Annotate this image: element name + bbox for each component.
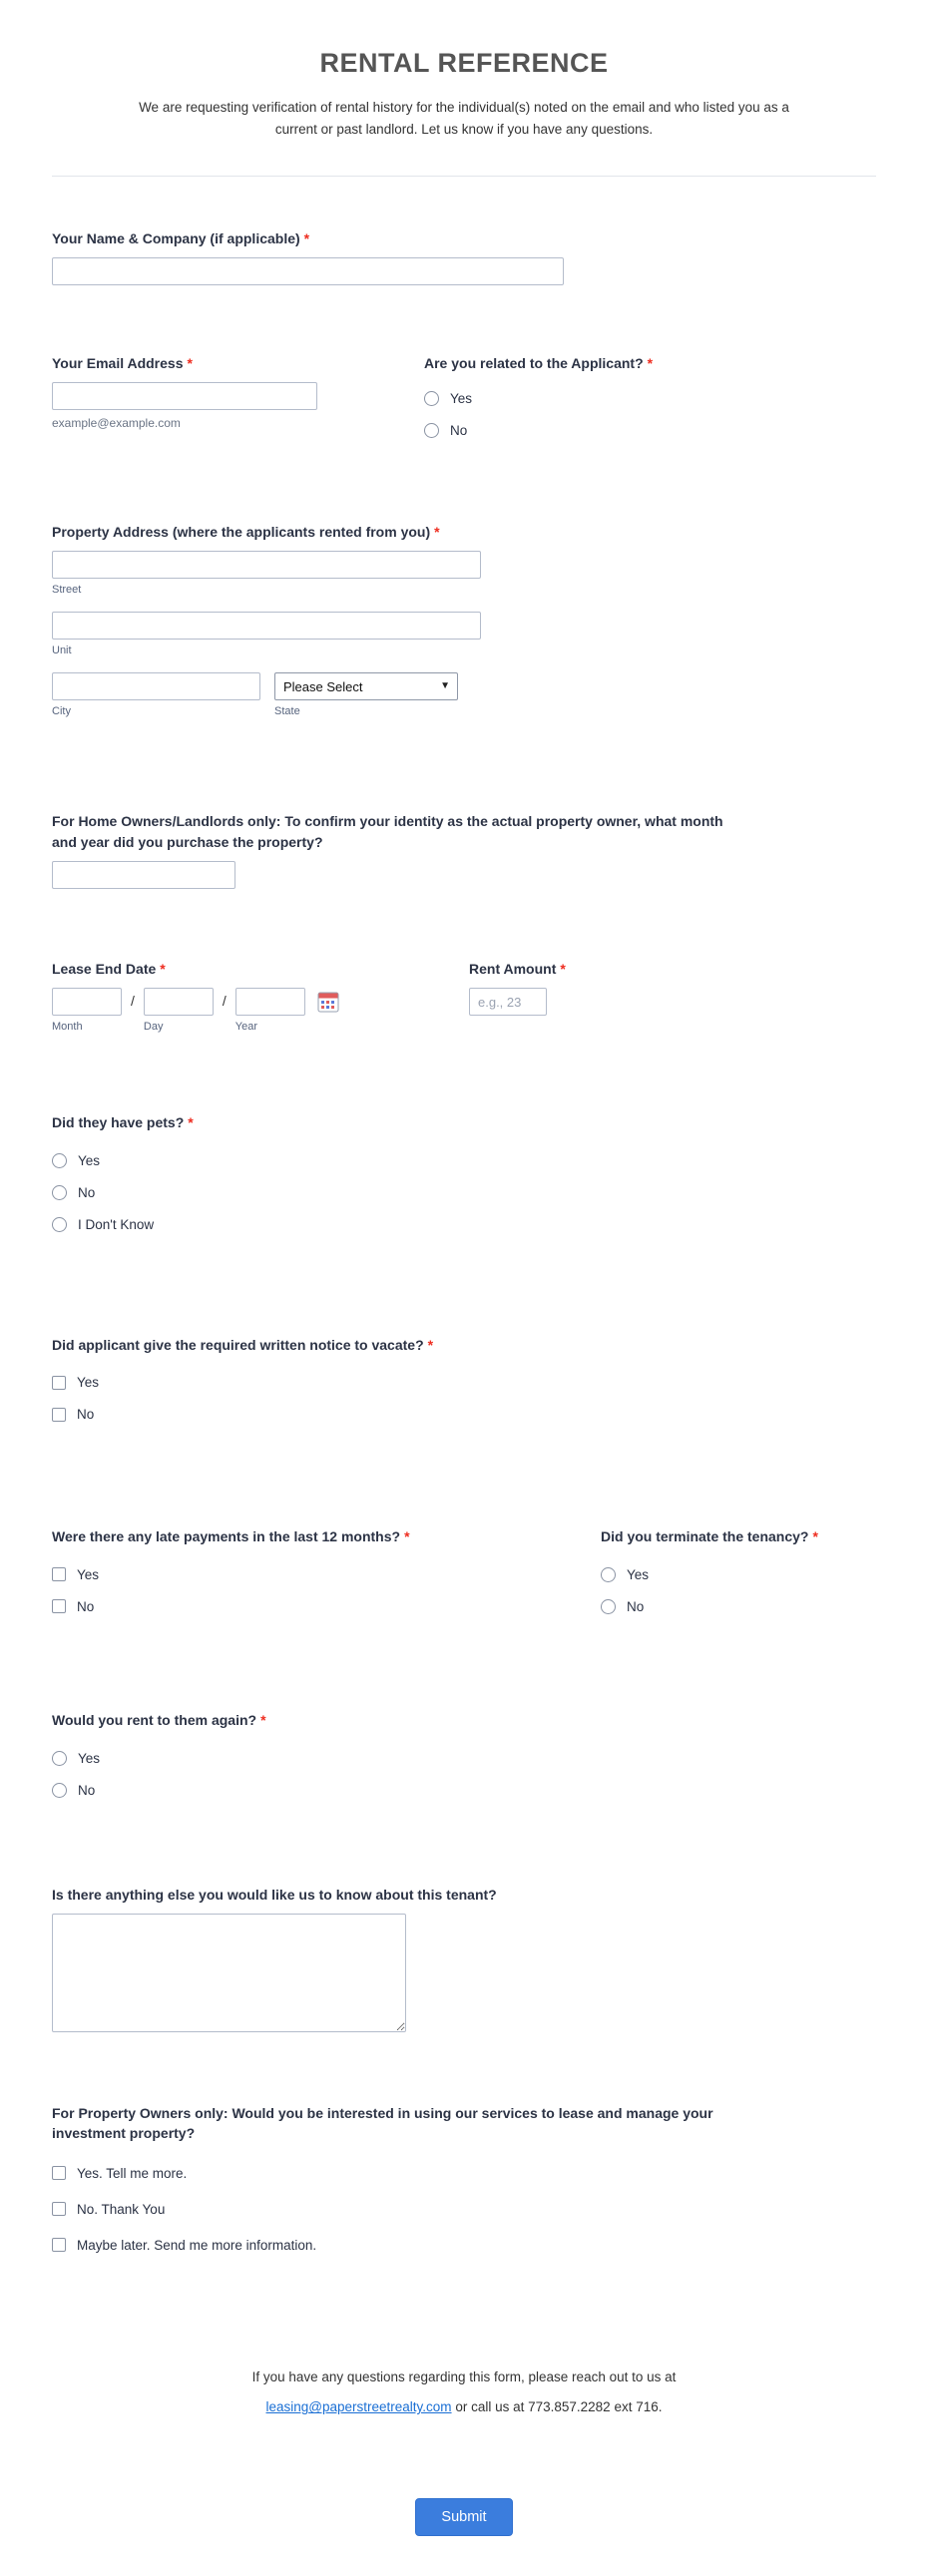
related-option-yes[interactable] (424, 382, 876, 414)
purchase-input[interactable] (52, 861, 235, 889)
late-payments-label (52, 1526, 601, 1546)
footer-line-2 (52, 2392, 876, 2422)
terminate-option-no[interactable] (601, 1590, 876, 1622)
footer-note (52, 2362, 876, 2422)
option-label: I Don't Know (78, 1217, 155, 1233)
pets-option-dont-know[interactable] (52, 1209, 876, 1241)
name-company-label-text: Your Name & Company (if applicable) (52, 229, 300, 246)
late-payments-label-text: Were there any late payments in the last 12 months? (52, 1527, 401, 1544)
lease-end-label-text: Lease End Date (52, 961, 157, 978)
related-field-block (424, 353, 876, 446)
option-label: Yes (627, 1566, 650, 1582)
name-company-label (52, 228, 876, 248)
lease-end-block (52, 959, 469, 1033)
required-asterisk: * (188, 1114, 194, 1131)
notice-option-no[interactable] (52, 1399, 876, 1431)
required-asterisk: * (187, 354, 193, 371)
required-asterisk: * (434, 524, 440, 541)
form-subtitle: We are requesting verification of rental history for the individual(s) noted on the email and who listed you as a current or past landlord. Let us know if you have any questions. (139, 100, 789, 138)
section-late-terminate (52, 1526, 876, 1622)
header-divider (52, 176, 876, 177)
email-hint: example@example.com (52, 416, 181, 431)
option-label: Maybe later. Send me more information. (77, 2237, 317, 2253)
option-label: Yes (77, 1566, 100, 1582)
section-property-address (52, 522, 876, 717)
pets-option-yes[interactable] (52, 1145, 876, 1177)
day-field (144, 988, 214, 1033)
checkbox-icon[interactable] (52, 1408, 66, 1422)
option-label: No (78, 1783, 96, 1798)
option-label: No. Thank You (77, 2201, 166, 2217)
checkbox-icon[interactable] (52, 1567, 66, 1581)
name-company-input[interactable] (52, 257, 564, 285)
radio-icon[interactable] (424, 423, 439, 438)
terminate-block (601, 1526, 876, 1622)
terminate-option-yes[interactable] (601, 1558, 876, 1590)
rent-amount-input[interactable] (469, 988, 547, 1016)
services-option-yes[interactable] (52, 2155, 876, 2191)
checkbox-icon[interactable] (52, 2238, 66, 2252)
section-name-company (52, 228, 876, 285)
option-label: Yes (77, 1375, 100, 1391)
checkbox-icon[interactable] (52, 1376, 66, 1390)
radio-icon[interactable] (52, 1783, 67, 1798)
terminate-label-text: Did you terminate the tenancy? (601, 1527, 809, 1544)
related-option-no[interactable] (424, 414, 876, 446)
radio-icon[interactable] (601, 1567, 616, 1582)
calendar-icon[interactable] (317, 991, 339, 1018)
unit-sublabel: Unit (52, 644, 72, 657)
section-services (52, 2103, 876, 2264)
month-input[interactable] (52, 988, 122, 1016)
year-field (235, 988, 305, 1033)
chevron-down-icon: ▼ (440, 680, 450, 692)
anything-else-textarea[interactable] (52, 1914, 406, 2032)
late-payments-block (52, 1526, 601, 1622)
required-asterisk: * (647, 354, 654, 371)
state-field (274, 672, 458, 717)
city-field (52, 672, 260, 717)
pets-label (52, 1112, 876, 1132)
section-notice (52, 1335, 876, 1431)
required-asterisk: * (260, 1712, 266, 1729)
month-sublabel: Month (52, 1021, 83, 1034)
checkbox-icon[interactable] (52, 1599, 66, 1613)
email-label (52, 353, 424, 373)
radio-icon[interactable] (424, 391, 439, 406)
notice-label-text: Did applicant give the required written notice to vacate? (52, 1336, 424, 1353)
notice-option-yes[interactable] (52, 1367, 876, 1399)
required-asterisk: * (160, 961, 166, 978)
email-input[interactable] (52, 382, 317, 410)
late-payments-option-yes[interactable] (52, 1558, 601, 1590)
radio-icon[interactable] (52, 1751, 67, 1766)
purchase-label: For Home Owners/Landlords only: To confirm your identity as the actual property owner, what month and year did you purchase the property? (52, 813, 723, 850)
lease-end-label (52, 959, 469, 979)
city-sublabel: City (52, 705, 71, 718)
section-rent-again (52, 1710, 876, 1806)
section-anything-else (52, 1885, 876, 2037)
pets-label-text: Did they have pets? (52, 1114, 185, 1131)
footer-line-1: If you have any questions regarding this form, please reach out to us at (251, 2369, 677, 2385)
radio-icon[interactable] (52, 1217, 67, 1232)
notice-label (52, 1335, 876, 1355)
related-label-text: Are you related to the Applicant? (424, 354, 644, 371)
property-address-label-text: Property Address (where the applicants rented from you) (52, 524, 431, 541)
required-asterisk: * (427, 1336, 434, 1353)
required-asterisk: * (560, 961, 566, 978)
city-input[interactable] (52, 672, 260, 700)
related-label (424, 353, 876, 373)
street-sublabel: Street (52, 584, 82, 597)
street-input[interactable] (52, 551, 481, 579)
services-label: For Property Owners only: Would you be interested in using our services to lease and manage your investment property? (52, 2104, 713, 2142)
day-sublabel: Day (143, 1021, 164, 1034)
property-address-label (52, 522, 876, 542)
section-purchase-date (52, 811, 876, 889)
option-label: Yes (450, 390, 473, 406)
option-label: No (78, 1185, 96, 1201)
rent-again-label-text: Would you rent to them again? (52, 1712, 257, 1729)
late-payments-option-no[interactable] (52, 1590, 601, 1622)
radio-icon[interactable] (52, 1185, 67, 1200)
email-field-block (52, 353, 424, 430)
unit-input[interactable] (52, 612, 481, 640)
checkbox-icon[interactable] (52, 2202, 66, 2216)
submit-button[interactable]: Submit (415, 2498, 512, 2536)
anything-else-label: Is there anything else you would like us to know about this tenant? (52, 1886, 497, 1903)
option-label: Yes (78, 1751, 101, 1766)
email-link[interactable]: leasing@paperstreetrealty.com (265, 2399, 452, 2415)
option-label: Yes. Tell me more. (77, 2165, 188, 2181)
submit-area (52, 2498, 876, 2536)
rent-amount-label-text: Rent Amount (469, 961, 557, 978)
date-separator: / (131, 993, 135, 1010)
option-label: No (450, 422, 468, 438)
option-label: No (77, 1407, 95, 1423)
state-sublabel: State (274, 705, 300, 718)
required-asterisk: * (303, 229, 310, 246)
rent-again-label (52, 1710, 876, 1730)
checkbox-icon[interactable] (52, 2166, 66, 2180)
section-lease-rent (52, 959, 876, 1033)
services-option-no[interactable] (52, 2191, 876, 2227)
section-pets (52, 1112, 876, 1240)
day-input[interactable] (144, 988, 214, 1016)
required-asterisk: * (404, 1527, 410, 1544)
state-select[interactable] (274, 672, 458, 700)
date-separator: / (222, 993, 227, 1010)
option-label: No (77, 1598, 95, 1614)
radio-icon[interactable] (52, 1153, 67, 1168)
required-asterisk: * (812, 1527, 818, 1544)
option-label: Yes (78, 1153, 101, 1169)
pets-option-no[interactable] (52, 1177, 876, 1209)
footer-line-2-text: or call us at 773.857.2282 ext 716. (455, 2399, 663, 2415)
terminate-label (601, 1526, 876, 1546)
email-label-text: Your Email Address (52, 354, 184, 371)
page-title: RENTAL REFERENCE (319, 48, 609, 78)
rent-amount-block (469, 959, 876, 1016)
section-email-related (52, 353, 876, 446)
rent-amount-label (469, 959, 876, 979)
rent-again-option-yes[interactable] (52, 1743, 876, 1775)
year-input[interactable] (235, 988, 305, 1016)
rent-again-option-no[interactable] (52, 1775, 876, 1807)
radio-icon[interactable] (601, 1599, 616, 1614)
month-field (52, 988, 122, 1033)
year-sublabel: Year (234, 1021, 258, 1034)
option-label: No (627, 1598, 645, 1614)
services-option-maybe[interactable] (52, 2227, 876, 2263)
